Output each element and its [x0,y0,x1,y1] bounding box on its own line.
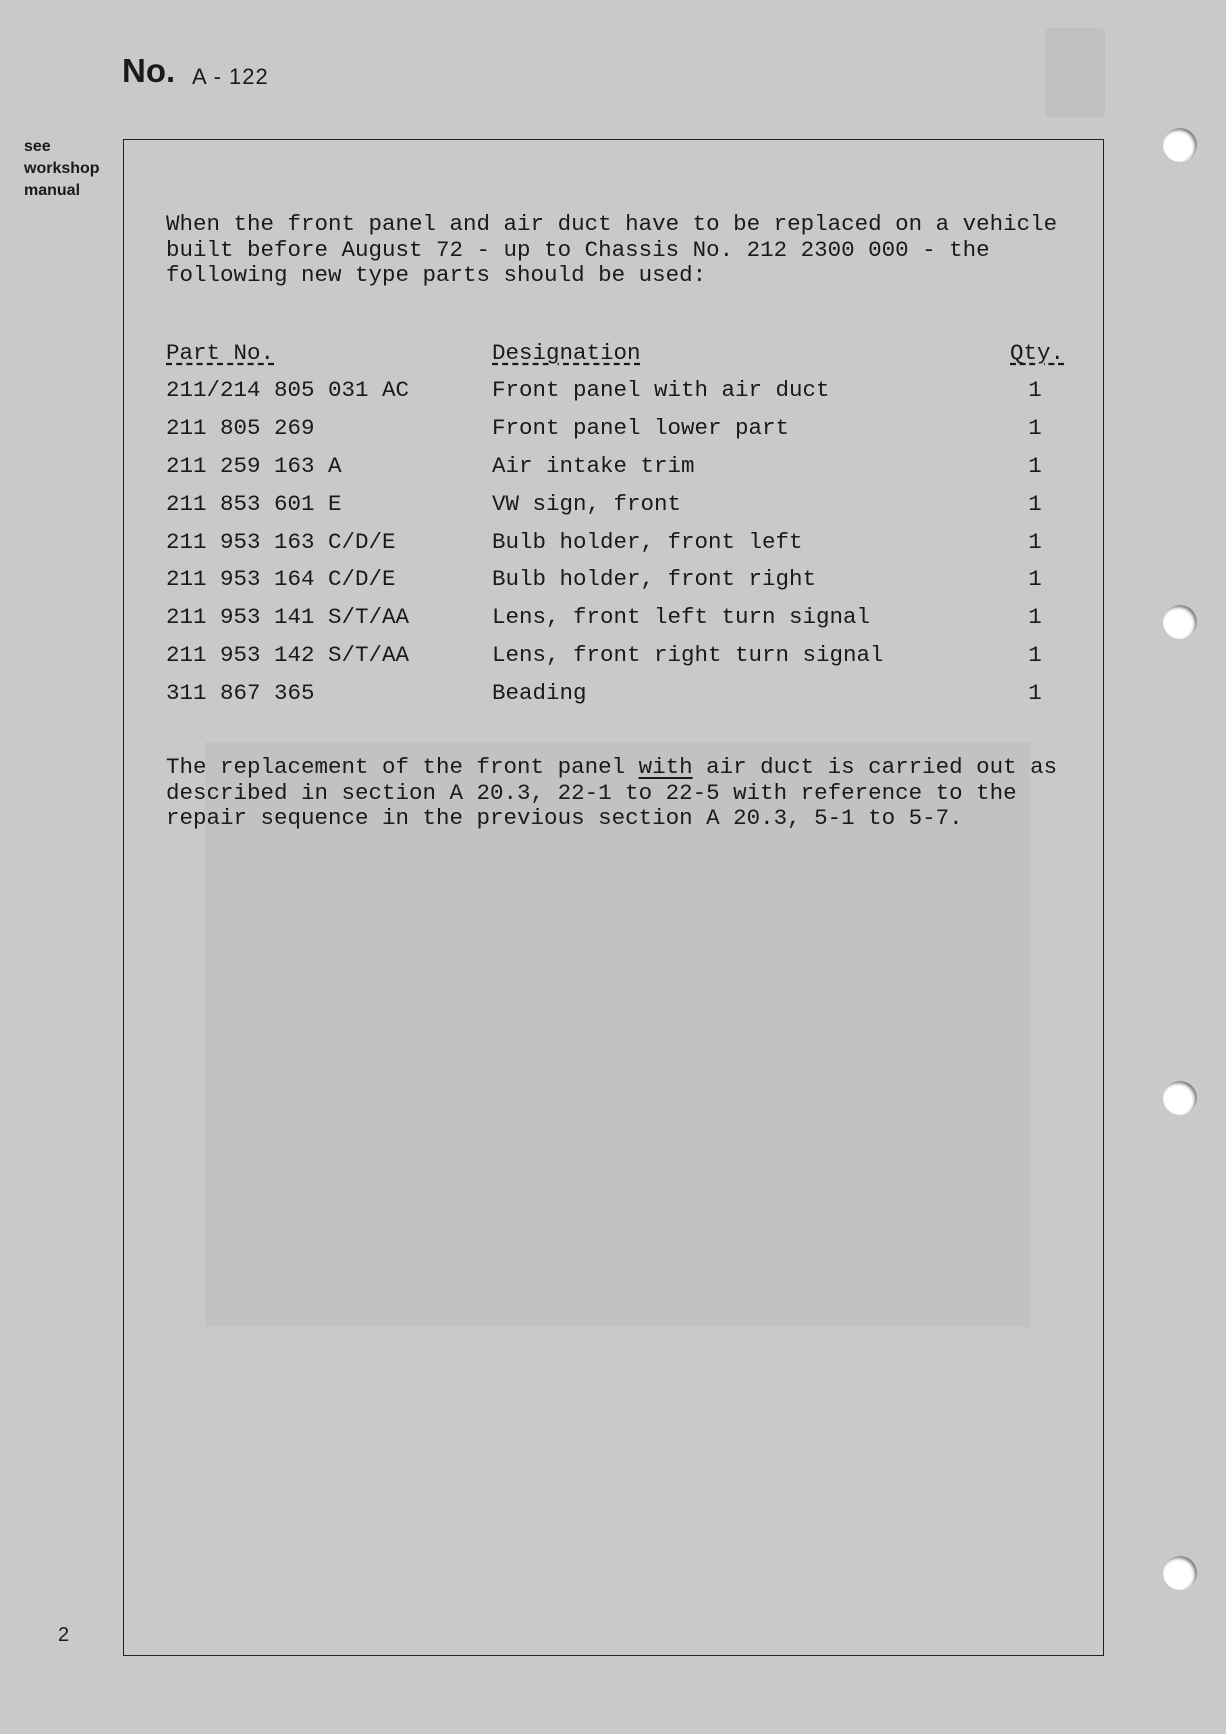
qty: 1 [1028,566,1042,592]
page-number: 2 [58,1624,70,1646]
designation: Beading [492,680,587,706]
margin-note-line: see [24,138,51,155]
closing-emphasis: with [638,754,693,780]
closing-text: air duct is carried out as [692,754,1058,780]
designation: Front panel with air duct [492,377,830,403]
table-header-row [0,340,1226,370]
qty: 1 [1028,377,1042,403]
designation: Front panel lower part [492,415,790,441]
qty: 1 [1028,491,1042,517]
intro-line: following new type parts should be used: [166,262,707,288]
doc-number-label: No. [122,52,176,89]
closing-line: repair sequence in the previous section A 20.3, 5-1 to 5-7. [166,805,963,831]
table-row [0,415,1226,445]
table-row [0,529,1226,559]
part-no: 211 953 142 S/T/AA [166,642,410,668]
designation: VW sign, front [492,491,682,517]
table-row [0,680,1226,710]
table-row [0,453,1226,483]
designation: Air intake trim [492,453,695,479]
intro-line: built before August 72 - up to Chassis No. 212 2300 000 - the [166,237,990,263]
designation: Lens, front left turn signal [492,604,871,630]
part-no: 211 953 164 C/D/E [166,566,396,592]
header-designation: Designation [492,340,641,366]
header-part-no: Part No. [166,340,275,366]
closing-line: described in section A 20.3, 22-1 to 22-5 with reference to the [166,780,1017,806]
qty: 1 [1028,415,1042,441]
qty: 1 [1028,680,1042,706]
part-no: 211 259 163 A [166,453,342,479]
margin-note-line: manual [24,182,81,199]
closing-text: The replacement of the front panel [166,754,639,780]
qty: 1 [1028,453,1042,479]
table-row [0,491,1226,521]
binder-hole [1163,1556,1197,1590]
table-row [0,377,1226,407]
part-no: 211 853 601 E [166,491,342,517]
table-row [0,566,1226,596]
table-row [0,604,1226,634]
margin-note [24,136,100,202]
designation: Bulb holder, front left [492,529,803,555]
part-no: 311 867 365 [166,680,315,706]
designation: Lens, front right turn signal [492,642,884,668]
part-no: 211 953 141 S/T/AA [166,604,410,630]
binder-hole [1163,128,1197,162]
header-qty: Qty. [1010,340,1065,366]
qty: 1 [1028,604,1042,630]
binder-hole [1163,1081,1197,1115]
part-no: 211 953 163 C/D/E [166,529,396,555]
closing-line [166,755,1057,781]
binder-hole [1163,605,1197,639]
part-no: 211/214 805 031 AC [166,377,410,403]
intro-line: When the front panel and air duct have to be replaced on a vehicle [166,211,1058,237]
qty: 1 [1028,529,1042,555]
qty: 1 [1028,642,1042,668]
designation: Bulb holder, front right [492,566,817,592]
bleed-through-logo [1045,28,1105,118]
margin-note-line: workshop [24,160,100,177]
doc-number: A - 122 [192,64,269,89]
part-no: 211 805 269 [166,415,315,441]
bleed-through-title [470,58,478,92]
table-row [0,642,1226,672]
